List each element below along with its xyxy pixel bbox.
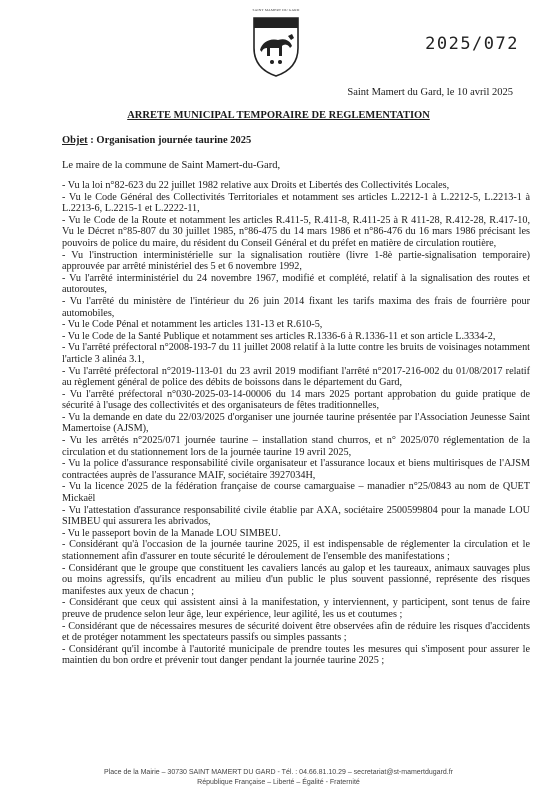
considering-paragraph: - Considérant qu'il incombe à l'autorité municipale de prendre toutes les mesures qui s'imposent pour assurer le maintien du bon ordre et prévenir tout danger pendant la journée taurine 2025 ; xyxy=(62,643,530,667)
subject-label: Objet xyxy=(62,135,88,146)
considering-paragraph: - Considérant que le groupe que constituent les cavaliers lancés au galop et les taureaux, animaux sauvages plus ou moins agressifs, qu'ils encadrent au milieu d'un public le plus souvent passionné, représente des risques manifestes aux yeux de chacun ; xyxy=(62,562,530,597)
considering-paragraph: - Considérant que de nécessaires mesures de sécurité doivent être observées afin de réduire les risques d'accidents et de protéger notamment les spectateurs passifs ou simples passants ; xyxy=(62,620,530,644)
subject-line xyxy=(62,135,251,146)
recital-paragraph: - Vu le passeport bovin de la Manade LOU SIMBEU. xyxy=(62,527,281,539)
municipal-crest-logo xyxy=(248,14,304,78)
recital-paragraph: - Vu les arrêtés n°2025/071 journée taurine – installation stand churros, et n° 2025/070 réglementation de la circulation et du stationnement lors de la journée taurine 19 avril 2025, xyxy=(62,435,530,458)
place-and-date: Saint Mamert du Gard, le 10 avril 2025 xyxy=(347,87,513,98)
recital-paragraph: - Vu le Code Général des Collectivités Territoriales et notamment ses articles L.2212-1 à L.2212-5, L.2213-1 à L.2213-6, L.2215-1 et L.2222-11, xyxy=(62,191,530,215)
footer-address: Place de la Mairie – 30730 SAINT MAMERT DU GARD - Tél. : 04.66.81.10.29 – secretariat@st-mamertdugard.fr xyxy=(104,769,453,776)
recital-paragraph: - Vu la police d'assurance responsabilité civile organisateur et l'assurance locaux et biens multirisques de l'AJSM contractées auprès de l'assurance MAIF, sociétaire 3927034H, xyxy=(62,458,530,481)
decree-reference-number: 2025/072 xyxy=(425,34,519,54)
document-title: ARRETE MUNICIPAL TEMPORAIRE DE REGLEMENTATION xyxy=(127,110,430,121)
recital-paragraph: - Vu l'arrêté interministériel du 24 novembre 1967, modifié et complété, relatif à la signalisation des routes et autoroutes, xyxy=(62,272,530,296)
subject-text: : Organisation journée taurine 2025 xyxy=(87,135,252,146)
recital-paragraph: - Vu la demande en date du 22/03/2025 d'organiser une journée taurine présentée par l'Association Jeunesse Saint Mamertoise (AJSM), xyxy=(62,411,530,435)
recitals-body xyxy=(62,180,530,667)
recital-paragraph: - Vu le Code de la Route et notamment les articles R.411-5, R.411-8, R.411-25 à R 411-28, R.412-28, R.417-10, Vu le Décret n°85-807 du 30 juillet 1985, n°86-475 du 14 mars 1986 et n°86-476 du 16 mars 1986 précisant les pouvoirs de police du maire, du résident du Conseil Général et du préfet en matière de circulation routière, xyxy=(62,214,530,249)
recital-paragraph: - Vu l'arrêté préfectoral n°2008-193-7 du 11 juillet 2008 relatif à la lutte contre les bruits de voisinages notamment l'article 3 alinéa 3.1, xyxy=(62,342,530,365)
recital-paragraph: - Vu l'arrêté préfectoral n°2019-113-01 du 23 avril 2019 modifiant l'arrêté n°2017-216-002 du 01/08/2017 relatif au règlement général de police des débits de boissons dans le département du Gard, xyxy=(62,365,530,389)
recital-paragraph: - Vu l'arrêté préfectoral n°030-2025-03-14-00006 du 14 mars 2025 portant approbation du guide pratique de sécurité à l'usage des collectivités et des organisateurs de fêtes traditionnelles, xyxy=(62,388,530,412)
recital-paragraph: - Vu l'instruction interministérielle sur la signalisation routière (livre 1-8è partie-signalisation temporaire) approuvée par arrêté ministériel des 5 et 6 novembre 1992, xyxy=(62,249,530,273)
recital-paragraph: - Vu l'attestation d'assurance responsabilité civile établie par AXA, sociétaire 2500599804 pour la manade LOU SIMBEU qui assurera les abrivados, xyxy=(62,504,530,528)
recital-paragraph: - Vu le Code de la Santé Publique et notamment ses articles R.1336-6 à R.1336-11 et son article L.3334-2, xyxy=(62,330,496,342)
considering-paragraph: - Considérant qu'à l'occasion de la journée taurine 2025, il est indispensable de réglementer la circulation et le stationnement afin d'assurer en toute sécurité le déroulement de l'ensemble des manifestations ; xyxy=(62,539,530,562)
page-footer xyxy=(0,768,557,788)
footer-motto: République Française – Liberté – Égalité - Fraternité xyxy=(197,779,360,786)
crest-caption: SAINT MAMERT DU GARD xyxy=(252,8,300,12)
intro-line: Le maire de la commune de Saint Mamert-du-Gard, xyxy=(62,160,281,171)
considering-paragraph: - Considérant que ceux qui assistent ainsi à la manifestation, y interviennent, y participent, sont tenus de faire preuve de prudence selon leur âge, leur expérience, leur agilité, les us et coutumes ; xyxy=(62,597,530,620)
recital-paragraph: - Vu l'arrêté du ministère de l'intérieur du 26 juin 2014 fixant les tarifs maxima des frais de fourrière pour automobiles, xyxy=(62,295,530,319)
recital-paragraph: - Vu le Code Pénal et notamment les articles 131-13 et R.610-5, xyxy=(62,319,323,331)
recital-paragraph: - Vu la loi n°82-623 du 22 juillet 1982 relative aux Droits et Libertés des Collectivités Locales, xyxy=(62,180,450,191)
recital-paragraph: - Vu la licence 2025 de la fédération française de course camarguaise – manadier n°25/0843 au nom de QUET Mickaël xyxy=(62,481,530,505)
